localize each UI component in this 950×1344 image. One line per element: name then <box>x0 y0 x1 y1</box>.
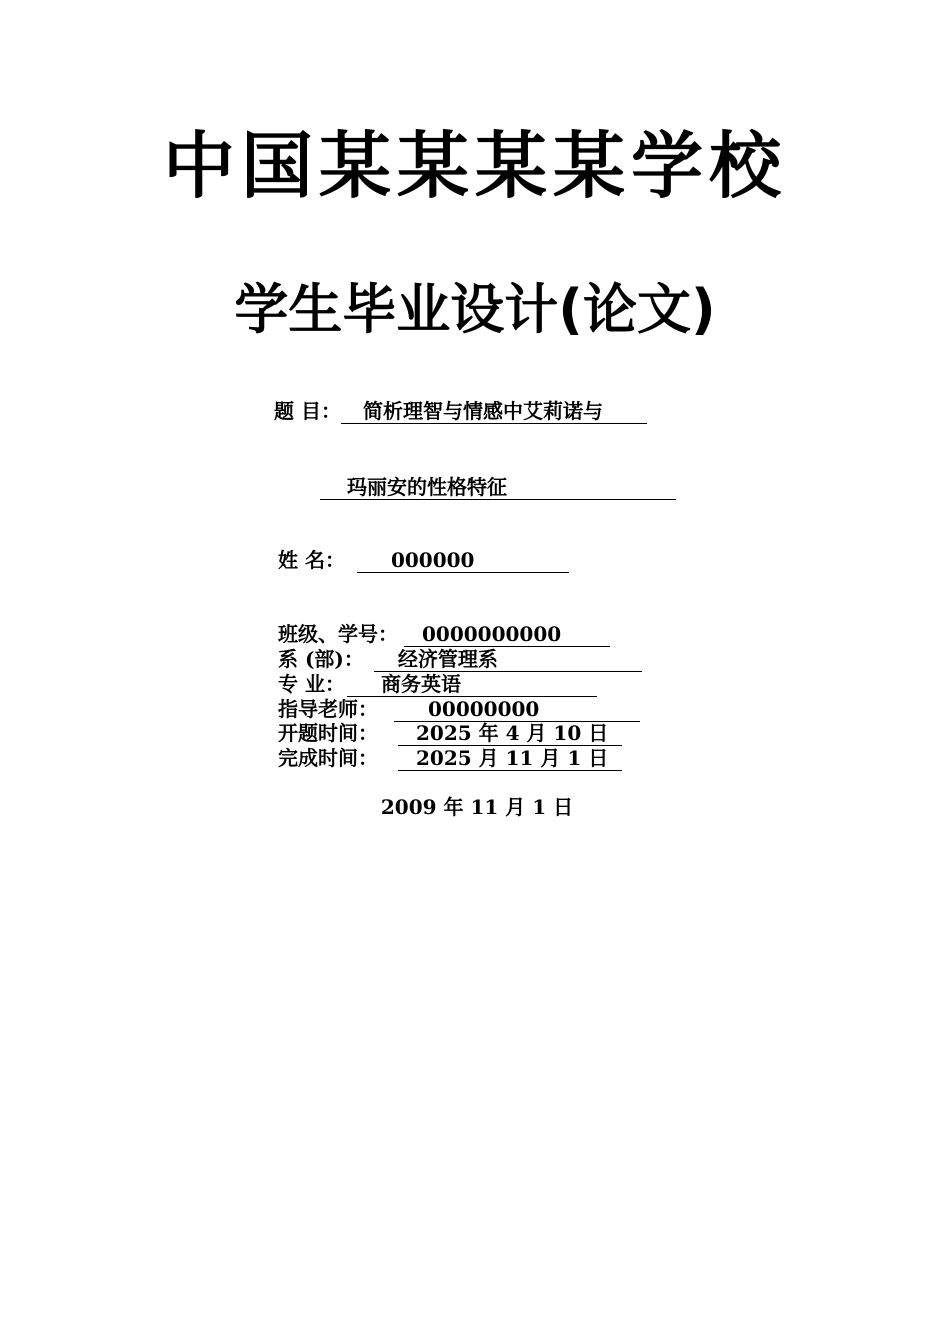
topic-label: 题 目： <box>274 399 341 423</box>
document-title: 学生毕业设计(论文) <box>234 278 716 341</box>
finish-date-value: 2025 月 11 月 1 日 <box>398 746 622 771</box>
name-row <box>278 547 569 573</box>
start-date-label: 开题时间： <box>278 721 378 745</box>
topic-row-continued <box>320 474 676 500</box>
class-id-row <box>278 621 610 647</box>
finish-date-row <box>278 745 622 771</box>
advisor-row <box>278 696 640 722</box>
department-row <box>278 646 642 672</box>
topic-value-line2: 玛丽安的性格特征 <box>320 475 676 500</box>
major-label: 专 业： <box>278 672 345 696</box>
topic-row <box>274 398 647 424</box>
major-row <box>278 671 597 697</box>
name-value: 000000 <box>357 548 569 573</box>
department-value: 经济管理系 <box>374 647 642 672</box>
school-name: 中国某某某某学校 <box>162 123 787 208</box>
class-id-value: 0000000000 <box>404 622 610 647</box>
class-id-label: 班级、学号： <box>278 622 398 646</box>
finish-date-label: 完成时间： <box>278 746 378 770</box>
start-date-value: 2025 年 4 月 10 日 <box>398 721 622 746</box>
advisor-value: 00000000 <box>394 697 640 722</box>
topic-value-line1: 简析理智与情感中艾莉诺与 <box>341 399 647 424</box>
department-label: 系 (部)： <box>278 647 364 671</box>
advisor-label: 指导老师： <box>278 697 378 721</box>
name-label: 姓 名： <box>278 548 345 572</box>
major-value: 商务英语 <box>347 672 597 697</box>
start-date-row <box>278 720 622 746</box>
footer-date: 2009 年 11 月 1 日 <box>380 795 574 819</box>
